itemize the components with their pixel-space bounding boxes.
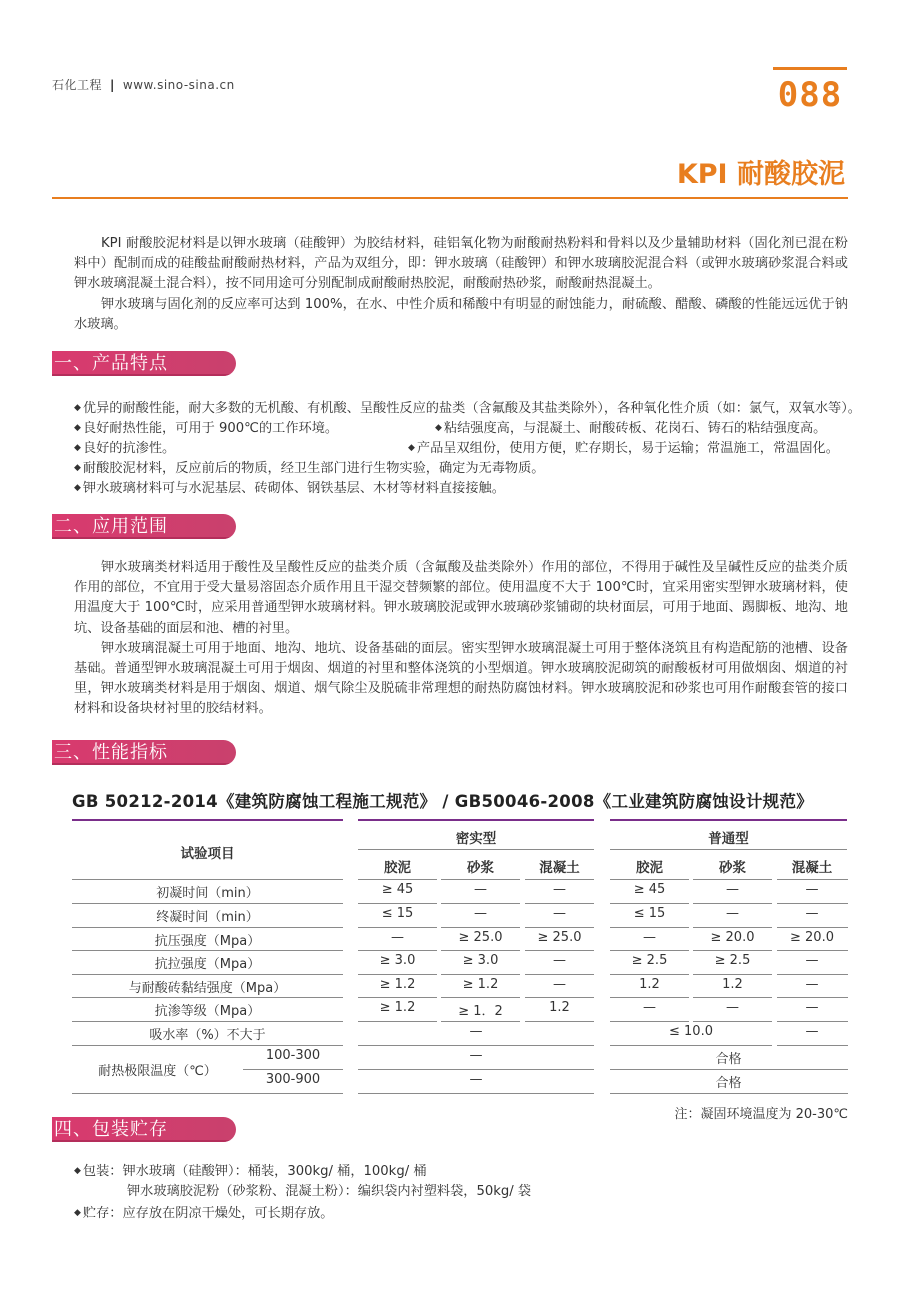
table-cell: ≥ 2.5 bbox=[631, 953, 668, 968]
table-cell: — bbox=[805, 977, 819, 992]
bullet-diamond-icon: ◆ bbox=[74, 1166, 81, 1176]
table-cell: — bbox=[469, 1072, 483, 1087]
bullet-diamond-icon: ◆ bbox=[435, 423, 442, 433]
table-cell: — bbox=[805, 906, 819, 921]
bullet-diamond-icon: ◆ bbox=[74, 423, 81, 433]
table-cell: — bbox=[805, 882, 819, 897]
section-title-features: 一、产品特点 bbox=[54, 353, 168, 374]
bullet-diamond-icon: ◆ bbox=[74, 1208, 81, 1218]
table-cell: ≥ 3.0 bbox=[462, 953, 499, 968]
table-cell: ≥ 20.0 bbox=[790, 930, 834, 945]
table-cell: — bbox=[469, 1024, 483, 1039]
table-cell: ≥ 3.0 bbox=[379, 953, 416, 968]
header-separator: | bbox=[110, 78, 115, 92]
bullet-diamond-icon: ◆ bbox=[408, 443, 415, 453]
table-cell: ≥ 1.2 bbox=[462, 977, 499, 992]
table-cell: — bbox=[805, 953, 819, 968]
table-subheader: 砂浆 bbox=[719, 860, 746, 876]
table-cell: ≥ 2.5 bbox=[714, 953, 751, 968]
table-cell: — bbox=[469, 1048, 483, 1063]
table-cell: — bbox=[643, 1000, 656, 1015]
table-cell: — bbox=[726, 882, 739, 897]
table-top-rule bbox=[610, 819, 847, 821]
table-row-label: 与耐酸砖黏结强度（Mpa） bbox=[128, 981, 287, 996]
table-subheader: 胶泥 bbox=[384, 860, 411, 876]
feature-item: ◆ 耐酸胶泥材料，反应前后的物质，经卫生部门进行生物实验，确定为无毒物质。 bbox=[74, 461, 545, 476]
table-row-label: 吸水率（%）不大于 bbox=[149, 1028, 266, 1043]
table-header-dense: 密实型 bbox=[455, 831, 497, 847]
table-cell: 1.2 bbox=[639, 977, 660, 992]
table-cell: ≤ 10.0 bbox=[669, 1024, 713, 1039]
feature-item: ◆ 产品呈双组份，使用方便，贮存期长，易于运输；常温施工，常温固化。 bbox=[408, 441, 839, 456]
table-cell: — bbox=[643, 930, 656, 945]
bullet-diamond-icon: ◆ bbox=[74, 483, 81, 493]
intro-text bbox=[74, 234, 848, 335]
table-cell: ≥ 1.2 bbox=[379, 977, 416, 992]
table-cell: — bbox=[474, 906, 487, 921]
table-row-label: 抗渗等级（Mpa） bbox=[154, 1004, 261, 1019]
table-cell: — bbox=[726, 1000, 739, 1015]
table-top-rule bbox=[358, 819, 594, 821]
table-cell: 1.2 bbox=[549, 1000, 570, 1015]
table-cell: 合格 bbox=[715, 1052, 742, 1067]
table-cell: ≥ 45 bbox=[633, 882, 666, 897]
table-cell: 合格 bbox=[715, 1076, 742, 1091]
feature-item: ◆ 粘结强度高，与混凝土、耐酸砖板、花岗石、铸石的粘结强度高。 bbox=[435, 421, 827, 436]
section-title-packaging: 四、包装贮存 bbox=[54, 1119, 168, 1140]
title-divider bbox=[52, 197, 848, 199]
section-title-performance: 三、性能指标 bbox=[54, 742, 168, 763]
table-header-normal: 普通型 bbox=[708, 831, 749, 847]
table-cell: ≤ 15 bbox=[381, 906, 414, 921]
table-note: 注：凝固环境温度为 20-30℃ bbox=[674, 1107, 848, 1122]
scope-paragraph-2: 钾水玻璃混凝土可用于地面、地沟、地坑、设备基础的面层。密实型钾水玻璃混凝土可用于整体浇筑且有构造配筋的池槽、设备基础。普通型钾水玻璃混凝土可用于烟囱、烟道的衬里和整体浇筑的小型烟道。钾水玻璃胶泥砌筑的耐酸板材可用做烟囱、烟道的衬里，钾水玻璃类材料是用于烟囱、烟道、烟气除尘及脱硫非常理想的耐热防腐蚀材料。钾水玻璃胶泥和砂浆也可用作耐酸套管的接口材料和设备块材衬里的胶结材料。 bbox=[74, 640, 848, 717]
table-cell: ≥ 1．2 bbox=[458, 1004, 503, 1019]
table-row-label: 抗拉强度（Mpa） bbox=[154, 957, 261, 972]
table-cell: — bbox=[805, 1000, 819, 1015]
table-top-rule bbox=[72, 819, 343, 821]
feature-item: ◆ 钾水玻璃材料可与水泥基层、砖砌体、钢铁基层、木材等材料直接接触。 bbox=[74, 481, 505, 496]
table-cell: 1.2 bbox=[722, 977, 743, 992]
table-subheader: 胶泥 bbox=[636, 860, 663, 876]
feature-item: ◆ 良好耐热性能，可用于 900℃的工作环境。 bbox=[74, 421, 339, 436]
header-section: 石化工程 bbox=[52, 78, 103, 92]
table-cell: — bbox=[553, 882, 566, 897]
table-subheader: 混凝土 bbox=[539, 860, 580, 876]
table-cell: ≥ 25.0 bbox=[458, 930, 503, 945]
table-row-label: 初凝时间（min） bbox=[156, 886, 259, 901]
table-header-item: 试验项目 bbox=[180, 846, 235, 862]
table-cell: — bbox=[553, 977, 566, 992]
scope-text bbox=[74, 558, 848, 720]
header-url[interactable]: www.sino-sina.cn bbox=[122, 78, 235, 92]
table-row-label: 抗压强度（Mpa） bbox=[154, 934, 261, 949]
table-cell: — bbox=[805, 1024, 819, 1039]
feature-item: ◆ 优异的耐酸性能，耐大多数的无机酸、有机酸、呈酸性反应的盐类（含氟酸及其盐类除外），各种氧化性介质（如：氯气，双氧水等）。 bbox=[74, 401, 861, 416]
table-cell: — bbox=[553, 953, 566, 968]
intro-paragraph-1: KPI 耐酸胶泥材料是以钾水玻璃（硅酸钾）为胶结材料，硅铝氧化物为耐酸耐热粉料和骨料以及少量辅助材料（固化剂已混在粉料中）配制而成的硅酸盐耐酸耐热材料，产品为双组分，即：钾水玻璃（硅酸钾）和钾水玻璃胶泥混合料（或钾水玻璃砂浆混合料或钾水玻璃混凝土混合料），按不同用途可分别配制成耐酸耐热胶泥，耐酸耐热砂浆，耐酸耐热混凝土。 bbox=[74, 236, 848, 292]
page-number-rule bbox=[773, 67, 847, 70]
bullet-diamond-icon: ◆ bbox=[74, 443, 81, 453]
table-row-sublabel: 100-300 bbox=[265, 1048, 321, 1063]
table-subheader: 混凝土 bbox=[791, 860, 833, 876]
packaging-item: ◆ 贮存：应存放在阴凉干燥处，可长期存放。 bbox=[74, 1206, 334, 1221]
page-title: KPI 耐酸胶泥 bbox=[676, 159, 845, 190]
section-title-scope: 二、应用范围 bbox=[54, 516, 168, 537]
header-breadcrumb bbox=[52, 76, 235, 93]
feature-item: ◆ 良好的抗渗性。 bbox=[74, 441, 176, 456]
packaging-item: 钾水玻璃胶泥粉（砂浆粉、混凝土粉）：编织袋内衬塑料袋，50kg/ 袋 bbox=[127, 1184, 532, 1199]
intro-paragraph-2: 钾水玻璃与固化剂的反应率可达到 100%，在水、中性介质和稀酸中有明显的耐蚀能力，耐硫酸、醋酸、磷酸的性能远远优于钠水玻璃。 bbox=[74, 296, 848, 332]
table-cell: ≥ 25.0 bbox=[537, 930, 582, 945]
bullet-diamond-icon: ◆ bbox=[74, 403, 81, 413]
table-cell: ≥ 1.2 bbox=[379, 1000, 416, 1015]
table-row-sublabel: 300-900 bbox=[265, 1072, 321, 1087]
bullet-diamond-icon: ◆ bbox=[74, 463, 81, 473]
page-number: 088 bbox=[777, 75, 843, 115]
standard-reference: GB 50212-2014《建筑防腐蚀工程施工规范》 / GB50046-2008《工业建筑防腐蚀设计规范》 bbox=[72, 792, 814, 811]
table-row-label: 终凝时间（min） bbox=[156, 910, 259, 925]
table-row-label: 耐热极限温度（℃） bbox=[98, 1064, 217, 1079]
packaging-item: ◆ 包装：钾水玻璃（硅酸钾）：桶装，300kg/ 桶，100kg/ 桶 bbox=[74, 1164, 427, 1179]
table-cell: — bbox=[553, 906, 566, 921]
table-cell: — bbox=[391, 930, 404, 945]
table-cell: ≥ 20.0 bbox=[710, 930, 755, 945]
table-subheader: 砂浆 bbox=[467, 860, 494, 876]
table-cell: ≥ 45 bbox=[381, 882, 414, 897]
table-cell: — bbox=[474, 882, 487, 897]
table-cell: ≤ 15 bbox=[633, 906, 666, 921]
scope-paragraph-1: 钾水玻璃类材料适用于酸性及呈酸性反应的盐类介质（含氟酸及盐类除外）作用的部位，不得用于碱性及呈碱性反应的盐类介质作用的部位，不宜用于受大量易溶固态介质作用且干湿交替频繁的部位。使用温度不大于 100℃时，宜采用密实型钾水玻璃材料，使用温度大于 100℃时，应采用普通型钾水玻璃材料。钾水玻璃胶泥或钾水玻璃砂浆铺砌的块材面层，可用于地面、踢脚板、地沟、地坑、设备基础的面层和池、槽的衬里。 bbox=[74, 560, 848, 636]
table-cell: — bbox=[726, 906, 739, 921]
